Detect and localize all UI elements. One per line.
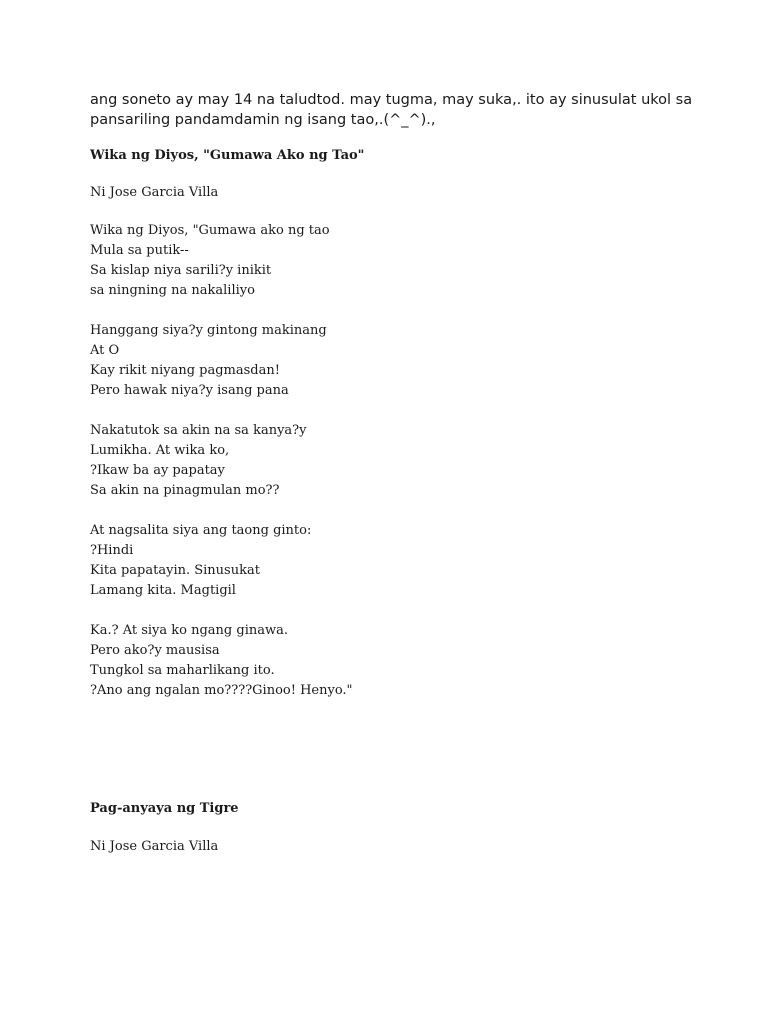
poem-stanza	[90, 621, 353, 701]
poem-line: Hanggang siya?y gintong makinang	[90, 323, 327, 338]
poem-line: ?Ikaw ba ay papatay	[90, 463, 225, 478]
poem-line: Mula sa putik--	[90, 243, 189, 258]
poem-stanza	[90, 321, 327, 401]
poem-title: Wika ng Diyos, "Gumawa Ako ng Tao"	[90, 148, 365, 163]
poem-line: Sa akin na pinagmulan mo??	[90, 483, 280, 498]
poem-line: Kay rikit niyang pagmasdan!	[90, 363, 280, 378]
poem-line: Nakatutok sa akin na sa kanya?y	[90, 423, 307, 438]
poem-line: Kita papatayin. Sinusukat	[90, 563, 260, 578]
poem-line: Sa kislap niya sarili?y inikit	[90, 263, 272, 278]
poem-line: Lamang kita. Magtigil	[90, 583, 236, 598]
intro-paragraph	[90, 90, 710, 130]
poem-line: ?Ano ang ngalan mo????Ginoo! Henyo."	[90, 683, 353, 698]
poem-line: Wika ng Diyos, "Gumawa ako ng tao	[90, 223, 330, 238]
poem-line: Tungkol sa maharlikang ito.	[90, 663, 275, 678]
poem-byline: Ni Jose Garcia Villa	[90, 839, 219, 854]
poem-line: Ka.? At siya ko ngang ginawa.	[90, 623, 288, 638]
intro-line: ang soneto ay may 14 na taludtod. may tugma, may suka,. ito ay sinusulat ukol sa	[90, 92, 693, 108]
poem-byline: Ni Jose Garcia Villa	[90, 185, 219, 200]
poem-line: Lumikha. At wika ko,	[90, 443, 230, 458]
poem-line: Pero ako?y mausisa	[90, 643, 220, 658]
poem-stanza	[90, 221, 330, 301]
intro-line: pansariling pandamdamin ng isang tao,.(^_^).,	[90, 112, 436, 128]
poem-line: Pero hawak niya?y isang pana	[90, 383, 289, 398]
poem-stanza	[90, 421, 306, 501]
poem-line: At nagsalita siya ang taong ginto:	[90, 523, 312, 538]
poem-line: sa ningning na nakaliliyo	[90, 283, 255, 298]
poem-line: At O	[90, 343, 120, 358]
poem-stanza	[90, 521, 311, 601]
poem-title: Pag-anyaya ng Tigre	[90, 801, 239, 816]
poem-line: ?Hindi	[90, 543, 134, 558]
